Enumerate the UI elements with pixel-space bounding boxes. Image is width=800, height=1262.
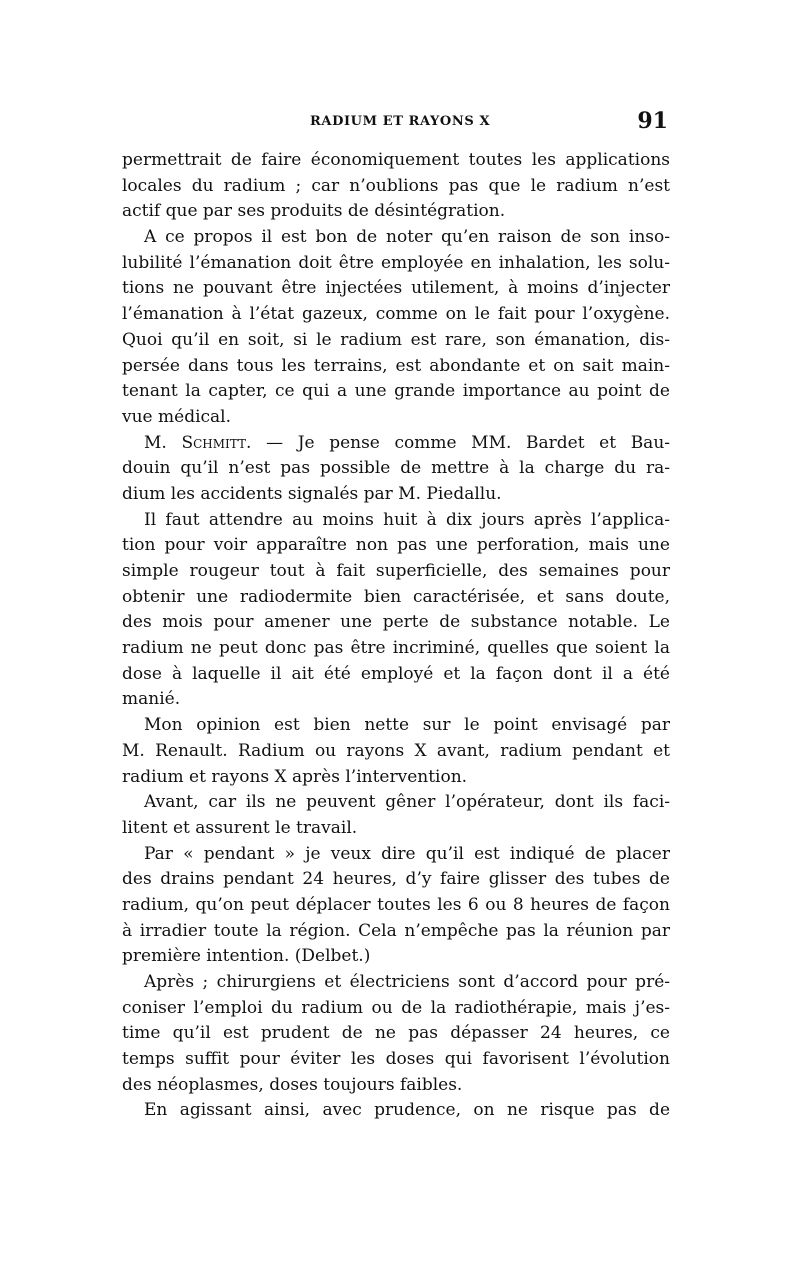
- text-line: temps suffit pour éviter les doses qui favorisent l’évolution: [122, 1049, 670, 1070]
- text-line: permettrait de faire économiquement toutes les applications: [122, 150, 670, 170]
- text-line: time qu’il est prudent de ne pas dépasser 24 heures, ce: [122, 1023, 670, 1044]
- text-line: des mois pour amener une perte de substance notable. Le: [122, 612, 670, 633]
- page-number: 91: [637, 108, 668, 134]
- speaker-prefix: M.: [144, 432, 167, 453]
- text-line: des drains pendant 24 heures, d’y faire glisser des tubes de: [122, 869, 670, 890]
- text-line: radium ne peut donc pas être incriminé, quelles que soient la: [122, 638, 670, 659]
- text-line: Par « pendant » je veux dire qu’il est indiqué de placer: [144, 843, 670, 864]
- speaker-name: Schmitt.: [181, 432, 252, 453]
- text-line: litent et assurent le travail.: [122, 817, 358, 838]
- text-line: obtenir une radiodermite bien caractérisée, et sans doute,: [122, 586, 670, 607]
- text-line: tion pour voir apparaître non pas une perforation, mais une: [122, 535, 670, 556]
- text-line: radium, qu’on peut déplacer toutes les 6 ou 8 heures de façon: [122, 894, 670, 915]
- body-text: [122, 148, 670, 1124]
- text-line: En agissant ainsi, avec prudence, on ne risque pas de: [144, 1100, 670, 1121]
- text-line: des néoplasmes, doses toujours faibles.: [122, 1074, 463, 1095]
- text-line: douin qu’il n’est pas possible de mettre à la charge du ra-: [122, 458, 670, 479]
- text-line: Avant, car ils ne peuvent gêner l’opérateur, dont ils faci-: [144, 792, 670, 813]
- text-line: lubilité l’émanation doit être employée en inhalation, les solu-: [122, 252, 670, 273]
- text-line: tenant la capter, ce qui a une grande importance au point de: [122, 381, 670, 402]
- text-line: dium les accidents signalés par M. Piedallu.: [122, 483, 502, 504]
- text-line: Quoi qu’il en soit, si le radium est rare, son émanation, dis-: [122, 329, 670, 350]
- running-title: RADIUM ET RAYONS X: [310, 114, 491, 129]
- speaker-remark: — Je pense comme MM. Bardet et Bau-: [266, 432, 671, 453]
- text-line: Mon opinion est bien nette sur le point envisagé par: [144, 715, 670, 736]
- text-line: tions ne pouvant être injectées utilement, à moins d’injecter: [122, 278, 670, 299]
- text-line: radium et rayons X après l’intervention.: [122, 766, 468, 787]
- text-line: coniser l’emploi du radium ou de la radiothérapie, mais j’es-: [122, 997, 670, 1018]
- text-line: persée dans tous les terrains, est abondante et on sait main-: [122, 355, 670, 376]
- text-line: dose à laquelle il ait été employé et la façon dont il a été: [122, 663, 670, 684]
- text-line: manié.: [122, 689, 181, 710]
- text-line: à irradier toute la région. Cela n’empêche pas la réunion par: [122, 920, 670, 941]
- text-line: Après ; chirurgiens et électriciens sont d’accord pour pré-: [144, 972, 670, 992]
- text-line: actif que par ses produits de désintégration.: [122, 201, 506, 222]
- text-line: première intention. (Delbet.): [122, 946, 371, 967]
- text-line: A ce propos il est bon de noter qu’en raison de son inso-: [144, 227, 670, 248]
- text-line: vue médical.: [122, 406, 232, 427]
- text-line: M. Renault. Radium ou rayons X avant, radium pendant et: [122, 740, 670, 761]
- text-line: l’émanation à l’état gazeux, comme on le fait pour l’oxygène.: [122, 304, 670, 325]
- text-line-speaker: [122, 431, 670, 457]
- text-line: simple rougeur tout à fait superficielle, des semaines pour: [122, 561, 670, 581]
- text-line: locales du radium ; car n’oublions pas que le radium n’est: [122, 175, 670, 196]
- text-line: Il faut attendre au moins huit à dix jours après l’applica-: [144, 509, 670, 530]
- running-head: [122, 108, 670, 138]
